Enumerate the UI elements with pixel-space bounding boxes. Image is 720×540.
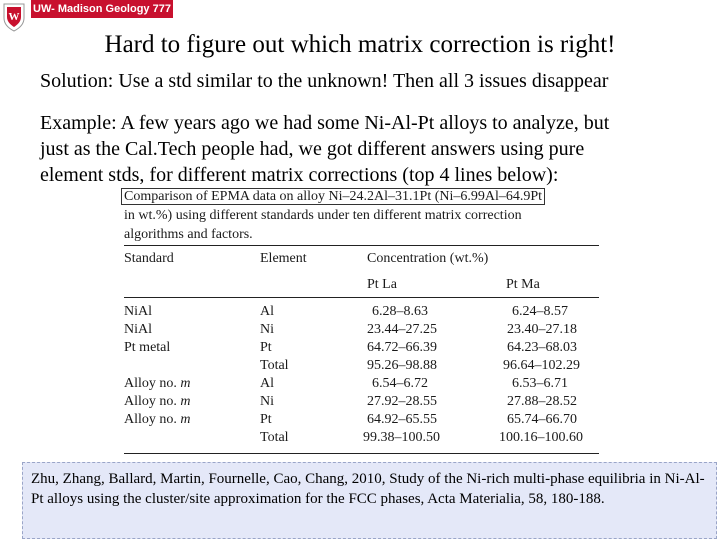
header-standard: Standard <box>124 251 174 266</box>
cell-pt-la: 95.26–98.88 <box>367 358 437 373</box>
cell-pt-ma: 100.16–100.60 <box>499 430 583 445</box>
svg-text:W: W <box>8 11 20 23</box>
caption-line-boxed: Comparison of EPMA data on alloy Ni–24.2Al–31.1Pt (Ni–6.99Al–64.9Pt <box>121 188 545 205</box>
epma-comparison-table <box>120 187 605 455</box>
cell-pt-ma: 96.64–102.29 <box>503 358 580 373</box>
cell-pt-ma: 27.88–28.52 <box>507 394 577 409</box>
caption-line: algorithms and factors. <box>124 227 253 242</box>
cell-pt-la: 23.44–27.25 <box>367 322 437 337</box>
cell-element: Ni <box>260 322 274 337</box>
cell-standard: Alloy no. m <box>124 394 191 409</box>
header-pt-la: Pt La <box>367 277 397 292</box>
example-paragraph <box>40 110 700 188</box>
cell-pt-la: 27.92–28.55 <box>367 394 437 409</box>
cell-element: Total <box>260 430 289 445</box>
alloy-id: m <box>180 394 191 409</box>
cell-pt-la: 6.28–8.63 <box>372 304 428 319</box>
cell-pt-ma: 6.24–8.57 <box>512 304 568 319</box>
cell-pt-la: 6.54–6.72 <box>372 376 428 391</box>
alloy-id: m <box>180 376 191 391</box>
solution-text: Solution: Use a std similar to the unknown! Then all 3 issues disappear <box>40 70 609 92</box>
cell-element: Total <box>260 358 289 373</box>
header-element: Element <box>260 251 307 266</box>
header-pt-ma: Pt Ma <box>506 277 540 292</box>
example-line: element stds, for different matrix corrections (top 4 lines below): <box>40 164 559 186</box>
example-line: Example: A few years ago we had some Ni-Al-Pt alloys to analyze, but <box>40 112 610 134</box>
uw-crest-icon <box>2 2 26 32</box>
slide-title: Hard to figure out which matrix correction is right! <box>104 31 616 58</box>
cell-element: Pt <box>260 340 272 355</box>
caption-line <box>124 187 545 206</box>
cell-standard: Alloy no. m <box>124 412 191 427</box>
caption-line: in wt.%) using different standards under ten different matrix correction <box>124 208 522 223</box>
cell-pt-ma: 64.23–68.03 <box>507 340 577 355</box>
example-line: just as the Cal.Tech people had, we got different answers using pure <box>40 138 585 160</box>
cell-pt-ma: 65.74–66.70 <box>507 412 577 427</box>
header-badge: UW- Madison Geology 777 <box>31 0 173 18</box>
cell-pt-la: 99.38–100.50 <box>363 430 440 445</box>
table-caption <box>124 187 545 244</box>
cell-pt-la: 64.72–66.39 <box>367 340 437 355</box>
cell-element: Al <box>260 304 274 319</box>
cell-standard: Alloy no. m <box>124 376 191 391</box>
header-concentration: Concentration (wt.%) <box>367 251 489 266</box>
reference-box: Zhu, Zhang, Ballard, Martin, Fournelle, Cao, Chang, 2010, Study of the Ni-rich multi-phase equilibria in Ni-Al-Pt alloys using the cluster/site approximation for the FCC phases, Acta Materialia, 58, 180-188. <box>22 462 717 539</box>
alloy-id: m <box>180 412 191 427</box>
table-top-rule <box>124 245 599 246</box>
cell-pt-ma: 23.40–27.18 <box>507 322 577 337</box>
cell-standard: Pt metal <box>124 340 171 355</box>
cell-standard: NiAl <box>124 322 152 337</box>
cell-pt-la: 64.92–65.55 <box>367 412 437 427</box>
cell-element: Al <box>260 376 274 391</box>
table-bottom-rule <box>124 453 599 454</box>
cell-pt-ma: 6.53–6.71 <box>512 376 568 391</box>
cell-element: Ni <box>260 394 274 409</box>
cell-standard: NiAl <box>124 304 152 319</box>
cell-element: Pt <box>260 412 272 427</box>
table-header-rule <box>124 297 599 298</box>
